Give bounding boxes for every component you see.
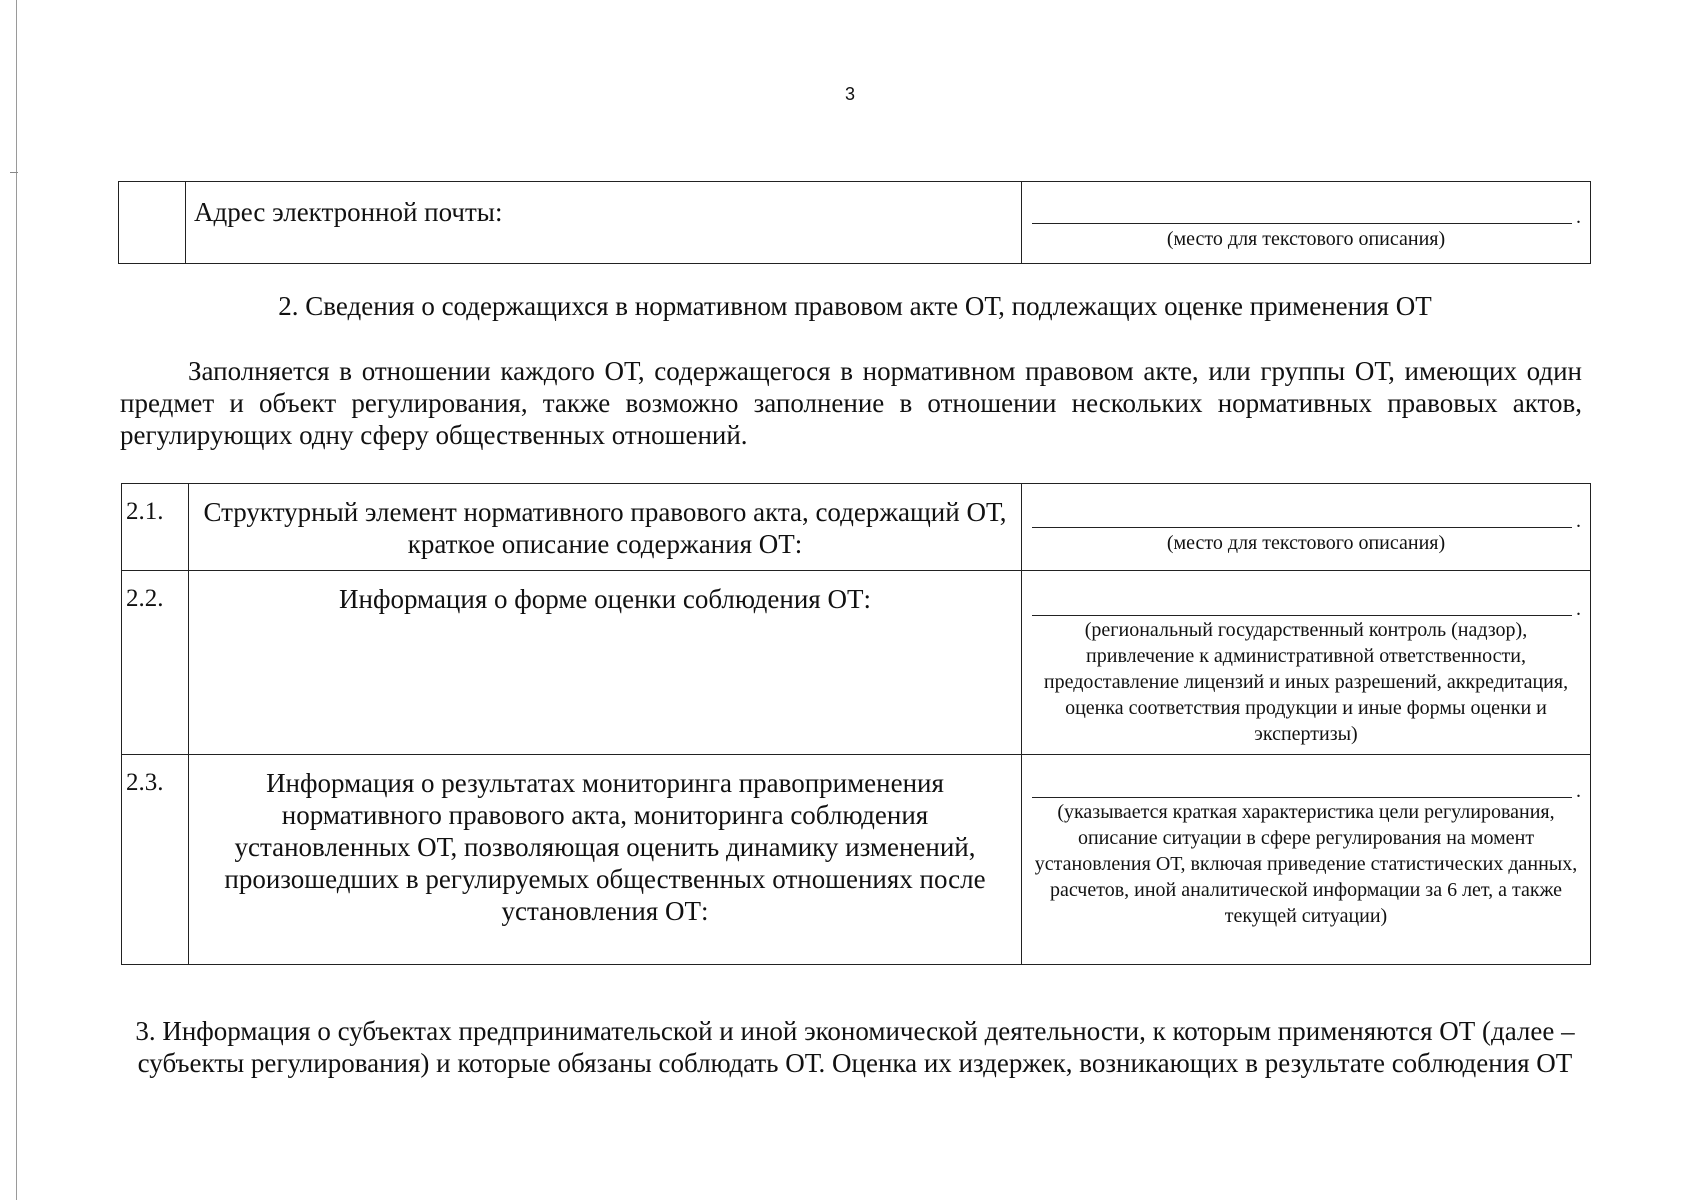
scan-edge-line <box>16 0 17 1200</box>
row-number: 2.1. <box>122 484 189 571</box>
email-fill-field[interactable] <box>1022 182 1591 264</box>
assessment-form-fill-field[interactable] <box>1022 571 1591 755</box>
row-number-cell <box>119 182 186 264</box>
fill-line <box>1032 797 1572 798</box>
fill-dot: . <box>1576 510 1581 532</box>
structural-element-label: Структурный элемент нормативного правового акта, содержащий ОТ, краткое описание содержания ОТ: <box>189 484 1022 571</box>
email-label: Адрес электронной почты: <box>186 182 1022 264</box>
table-row <box>122 571 1591 755</box>
page-number: 3 <box>844 84 855 104</box>
fill-dot: . <box>1576 780 1581 802</box>
table-row <box>122 484 1591 571</box>
table-row <box>122 755 1591 965</box>
email-hint: (место для текстового описания) <box>1166 228 1446 250</box>
fill-hint: (указывается краткая характеристика цели регулирования, описание ситуации в сфере регулирования на момент установления ОТ, включая приведение статистических данных, расчетов, иной аналитической информации за 6 лет, а также текущей ситуации) <box>1034 801 1578 927</box>
fill-hint: (место для текстового описания) <box>1166 532 1446 554</box>
row-number: 2.3. <box>122 755 189 965</box>
section-3-heading: 3. Информация о субъектах предпринимательской и иной экономической деятельности, к которым применяются ОТ (далее – субъекты регулирования) и которые обязаны соблюдать ОТ. Оценка их издержек, возникающих в результате соблюдения ОТ <box>135 1016 1575 1078</box>
contact-table <box>118 181 1591 264</box>
structural-element-fill-field[interactable] <box>1022 484 1591 571</box>
scan-edge-mark <box>10 172 18 173</box>
fill-line <box>1032 527 1572 528</box>
assessment-form-label: Информация о форме оценки соблюдения ОТ: <box>189 571 1022 755</box>
email-row <box>119 182 1591 264</box>
monitoring-results-label: Информация о результатах мониторинга правоприменения нормативного правового акта, мониторинга соблюдения установленных ОТ, позволяющая оценить динамику изменений, произошедших в регулируемых общественных отношениях после установления ОТ: <box>189 755 1022 965</box>
section-2-intro: Заполняется в отношении каждого ОТ, содержащегося в нормативном правовом акте, или группы ОТ, имеющих один предмет и объект регулирования, также возможно заполнение в отношении нескольких нормативных правовых актов, регулирующих одну сферу общественных отношений. <box>120 356 1582 450</box>
section-2-heading: 2. Сведения о содержащихся в нормативном правовом акте ОТ, подлежащих оценке применения ОТ <box>278 291 1432 321</box>
row-number: 2.2. <box>122 571 189 755</box>
fill-line <box>1032 615 1572 616</box>
monitoring-results-fill-field[interactable] <box>1022 755 1591 965</box>
section-2-table <box>121 483 1591 965</box>
fill-hint: (региональный государственный контроль (надзор), привлечение к административной ответственности, предоставление лицензий и иных разрешений, аккредитация, оценка соответствия продукции и иные формы оценки и экспертизы) <box>1043 619 1569 745</box>
fill-dot: . <box>1576 206 1581 228</box>
fill-dot: . <box>1576 598 1581 620</box>
fill-line <box>1032 223 1572 224</box>
